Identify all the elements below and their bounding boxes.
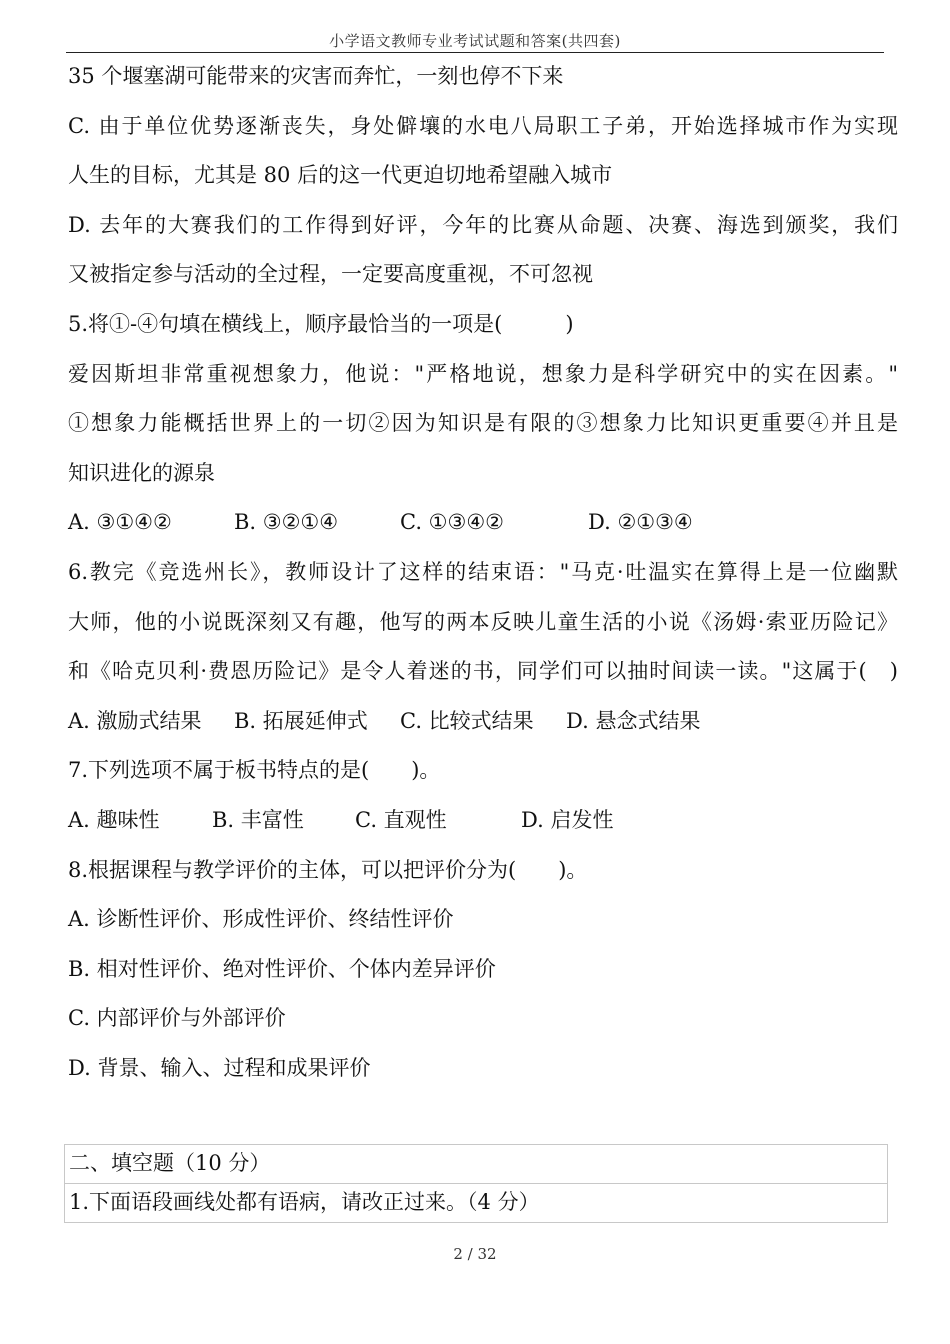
q6-option-b: B. 拓展延伸式 [234,708,368,733]
page-header: 小学语文教师专业考试试题和答案(共四套) [329,32,621,50]
fill-in-section-table [64,1144,888,1223]
q5-option-c: C. ①③④② [400,510,504,535]
q7-stem: 7.下列选项不属于板书特点的是( )。 [68,758,441,783]
header-rule [66,52,884,53]
q6-stem-line: 和《哈克贝利·费恩历险记》是令人着迷的书，同学们可以抽时间读一读。"这属于( ) [68,659,898,684]
q6-option-c: C. 比较式结果 [400,708,534,733]
q5-option-b: B. ③②①④ [234,510,339,535]
q8-option-b: B. 相对性评价、绝对性评价、个体内差异评价 [68,956,496,981]
q7-option-b: B. 丰富性 [212,807,304,832]
page-number: 2 / 32 [453,1245,497,1263]
q6-stem-line: 6.教完《竞选州长》，教师设计了这样的结束语："马克·吐温实在算得上是一位幽默 [68,559,898,584]
text-line: 35 个堰塞湖可能带来的灾害而奔忙，一刻也停不下来 [68,64,564,88]
section-title: 二、填空题（10 分） [65,1145,887,1184]
q5-options [68,510,898,534]
q7-option-c: C. 直观性 [355,807,447,832]
q4-option-c: C. 由于单位优势逐渐丧失，身处僻壤的水电八局职工子弟，开始选择城市作为实现 [68,113,898,138]
q6-options [68,709,898,733]
q8-stem: 8.根据课程与教学评价的主体，可以把评价分为( )。 [68,857,588,882]
q7-option-d: D. 启发性 [521,807,614,832]
q6-stem-line: 大师，他的小说既深刻又有趣，他写的两本反映儿童生活的小说《汤姆·索亚历险记》 [68,609,898,634]
q4-option-d: D. 去年的大赛我们的工作得到好评，今年的比赛从命题、决赛、海选到颁奖，我们 [68,212,898,237]
q5-sentences: ①想象力能概括世界上的一切②因为知识是有限的③想象力比知识更重要④并且是 [68,411,898,436]
text-line: 又被指定参与活动的全过程，一定要高度重视，不可忽视 [68,262,593,287]
q7-options [68,808,898,832]
fill-in-q1: 1.下面语段画线处都有语病，请改正过来。（4 分） [65,1184,887,1223]
q8-option-a: A. 诊断性评价、形成性评价、终结性评价 [68,907,454,932]
q5-stem: 5.将①-④句填在横线上，顺序最恰当的一项是( ) [68,311,574,336]
document-body [68,64,898,1105]
text-line: 人生的目标，尤其是 80 后的这一代更迫切地希望融入城市 [68,163,613,188]
q5-quote: 爱因斯坦非常重视想象力，他说："严格地说，想象力是科学研究中的实在因素。" [68,361,898,386]
q5-option-d: D. ②①③④ [588,510,693,535]
q6-option-a: A. 激励式结果 [68,708,202,733]
text-line: 知识进化的源泉 [68,460,215,485]
q8-option-c: C. 内部评价与外部评价 [68,1006,286,1031]
q5-option-a: A. ③①④② [68,510,172,535]
q7-option-a: A. 趣味性 [68,807,160,832]
q6-option-d: D. 悬念式结果 [566,708,701,733]
q8-option-d: D. 背景、输入、过程和成果评价 [68,1055,371,1080]
